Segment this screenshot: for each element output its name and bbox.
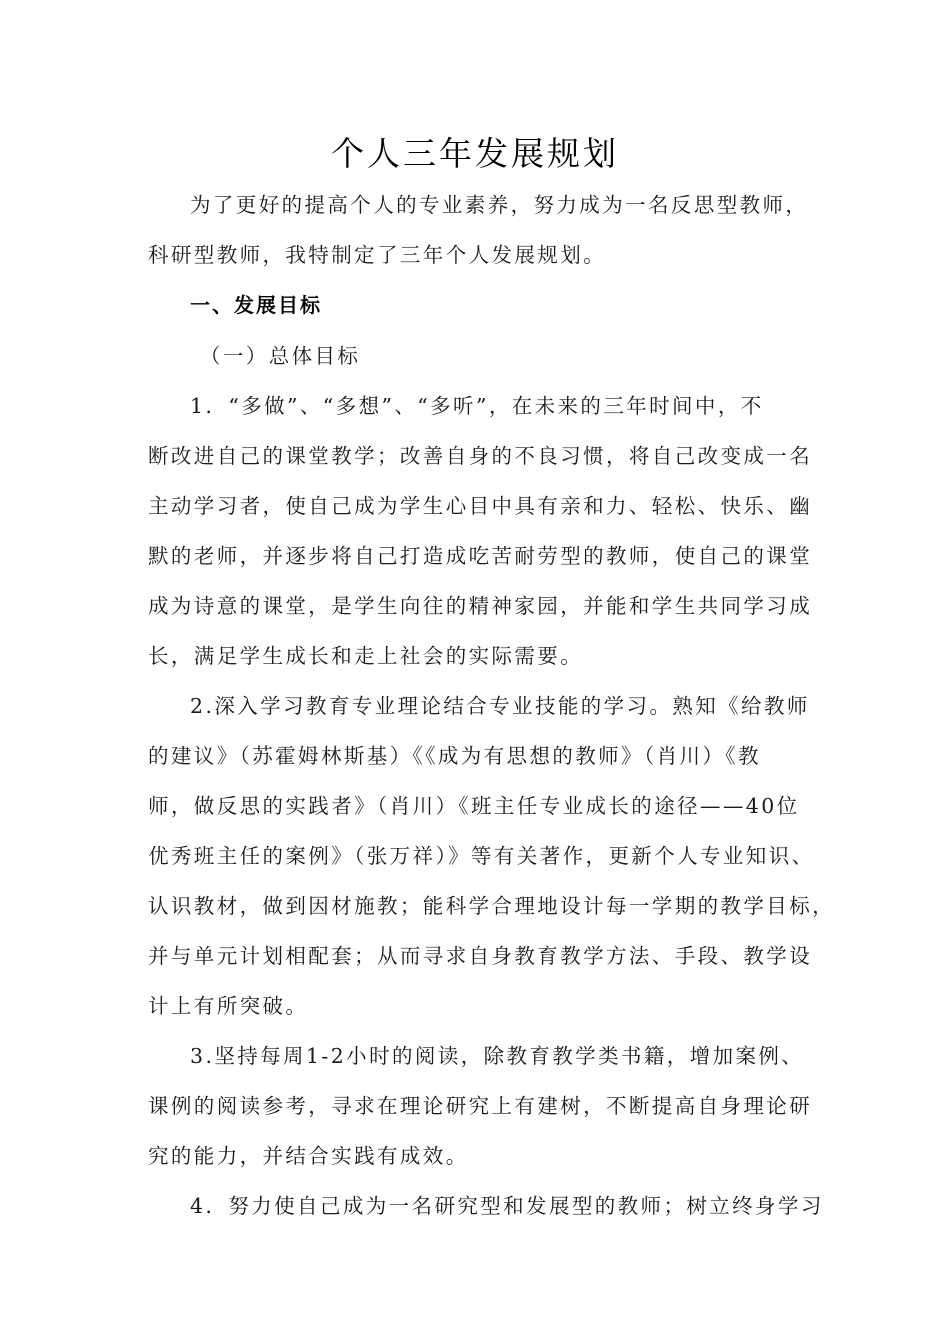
item2-line-1: 2.深入学习教育专业理论结合专业技能的学习。熟知《给教师 <box>190 694 810 718</box>
item3-line-1: 3.坚持每周1-2小时的阅读，除教育教学类书籍，增加案例、 <box>190 1044 805 1068</box>
item2-line-2: 的建议》（苏霍姆林斯基）《《成为有思想的教师》（肖川）《教 <box>148 744 761 768</box>
item1-line-2: 断改进自己的课堂教学；改善自身的不良习惯，将自己改变成一名 <box>148 444 813 468</box>
item3-line-2: 课例的阅读参考，寻求在理论研究上有建树，不断提高自身理论研 <box>148 1094 813 1118</box>
item3-line-3: 究的能力，并结合实践有成效。 <box>148 1144 469 1168</box>
item4-line-1: 4．努力使自己成为一名研究型和发展型的教师；树立终身学习 <box>190 1194 824 1218</box>
item2-line-4: 优秀班主任的案例》（张万祥）》等有关著作，更新个人专业知识、 <box>148 844 815 868</box>
item2-line-3: 师，做反思的实践者》（肖川）《班主任专业成长的途径——40位 <box>148 794 800 818</box>
item2-line-7: 计上有所突破。 <box>148 994 309 1018</box>
item1-line-4: 默的老师，并逐步将自己打造成吃苦耐劳型的教师，使自己的课堂 <box>148 544 813 568</box>
intro-line-1: 为了更好的提高个人的专业素养，努力成为一名反思型教师， <box>190 193 809 217</box>
item1-line-1: 1．“多做”、“多想”、“多听”，在未来的三年时间中，不 <box>190 394 764 418</box>
item1-line-6: 长，满足学生成长和走上社会的实际需要。 <box>148 644 584 668</box>
item2-line-5: 认识教材，做到因材施教；能科学合理地设计每一学期的教学目标， <box>148 894 835 918</box>
section-heading-goals: 一、发展目标 <box>190 293 322 317</box>
item2-line-6: 并与单元计划相配套；从而寻求自身教育教学方法、手段、教学设 <box>148 944 813 968</box>
item1-line-3: 主动学习者，使自己成为学生心目中具有亲和力、轻松、快乐、幽 <box>148 494 813 518</box>
item1-line-5: 成为诗意的课堂，是学生向往的精神家园，并能和学生共同学习成 <box>148 594 813 618</box>
intro-line-2: 科研型教师，我特制定了三年个人发展规划。 <box>148 243 606 267</box>
subsection-heading-overall: （一）总体目标 <box>200 344 361 368</box>
document-title: 个人三年发展规划 <box>331 134 619 173</box>
